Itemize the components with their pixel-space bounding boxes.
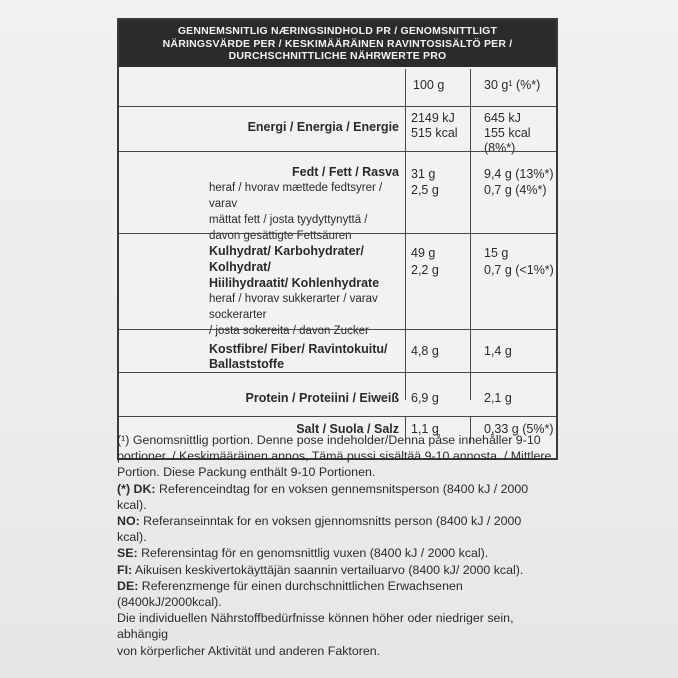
sugar-30g: 0,7 g (<1%*) <box>484 263 554 277</box>
footnote-no: NO: Referanseinntak for en voksen gjennomsnitts person (8400 kJ / 2000 kcal). <box>117 514 522 545</box>
carb-sub-2: / josta sokereita / davon Zucker <box>209 325 369 337</box>
footnote-de-3: von körperlicher Aktivität und anderen Faktoren. <box>117 643 381 658</box>
table-row-energy <box>119 106 556 155</box>
fat-100g: 31 g <box>411 167 436 181</box>
footnote-fi: FI: Aikuisen keskivertokäyttäjän saannin vertailuarvo (8400 kJ/ 2000 kcal). <box>117 562 524 577</box>
footnotes <box>117 432 554 659</box>
energy-kcal-100g: 515 kcal <box>411 126 458 140</box>
energy-label: Energi / Energia / Energie <box>247 120 399 134</box>
carb-label-1: Kulhydrat/ Karbohydrater/ Kolhydrat/ <box>209 244 364 274</box>
protein-30g: 2,1 g <box>484 391 512 405</box>
header-line-3: DURCHSCHNITTLICHE NÄHRWERTE PRO <box>228 50 447 62</box>
footnote-portion-2: portioner. / Keskimääräinen annos, Tämä pussi sisältää 9-10 annosta. / Mittlere <box>117 449 552 464</box>
protein-100g: 6,9 g <box>411 391 439 405</box>
energy-kcal-30g: 155 kcal (8%*) <box>484 126 531 155</box>
fibre-30g: 1,4 g <box>484 344 512 358</box>
salt-30g: 0,33 g (5%*) <box>484 422 554 436</box>
table-row-fibre <box>119 329 556 372</box>
footnote-se: SE: Referensintag för en genomsnittlig vuxen (8400 kJ / 2000 kcal). <box>117 546 489 561</box>
carb-100g: 49 g <box>411 246 436 260</box>
carb-30g: 15 g <box>484 246 509 260</box>
fibre-100g: 4,8 g <box>411 344 439 358</box>
table-row-protein <box>119 372 556 405</box>
sat-fat-30g: 0,7 g (4%*) <box>484 183 547 197</box>
fat-30g: 9,4 g (13%*) <box>484 167 554 181</box>
table-row-fat <box>119 151 556 242</box>
sat-fat-100g: 2,5 g <box>411 183 439 197</box>
fat-sub-3: davon gesättigte Fettsäuren <box>209 230 352 242</box>
salt-label: Salt / Suola / Salz <box>296 422 399 436</box>
table-row-carbohydrate <box>119 233 556 337</box>
footnote-de-2: Die individuellen Nährstoffbedürfnisse können höher oder niedriger sein, abhängig <box>117 611 514 642</box>
header-line-1: GENNEMSNITLIG NÆRINGSINDHOLD PR / GENOMSNITTLIGT <box>177 25 498 37</box>
column-100g: 100 g <box>413 78 445 92</box>
sugar-100g: 2,2 g <box>411 263 439 277</box>
protein-label: Protein / Proteiini / Eiweiß <box>245 391 399 405</box>
column-30g: 30 g¹ (%*) <box>484 78 541 92</box>
fat-sub-2: mättat fett / josta tyydyttynyttä / <box>209 214 368 226</box>
carb-sub-1: heraf / hvorav sukkerarter / varav sockerarter <box>209 293 378 321</box>
energy-kj-30g: 645 kJ <box>484 111 521 125</box>
carb-label-2: Hiilihydraatit/ Kohlenhydrate <box>209 276 380 290</box>
energy-kj-100g: 2149 kJ <box>411 111 455 125</box>
footnote-portion-1: (¹) Genomsnittlig portion. Denne pose indeholder/Denna påse innehåller 9-10 <box>117 433 541 447</box>
footnote-portion-3: Portion. Diese Packung enthält 9-10 Portionen. <box>117 465 376 480</box>
nutrition-table <box>117 18 558 460</box>
salt-100g: 1,1 g <box>411 422 439 436</box>
footnote-dk: (*) DK: Referenceindtag for en voksen gennemsnitsperson (8400 kJ / 2000 kcal). <box>117 481 529 512</box>
fat-sub-1: heraf / hvorav mættede fedtsyrer / varav <box>209 182 383 210</box>
fibre-label: Kostfibre/ Fiber/ Ravintokuitu/ Ballaststoffe <box>209 342 388 371</box>
table-header <box>119 20 556 67</box>
footnote-de: DE: Referenzmenge für einen durchschnittlichen Erwachsenen (8400kJ/2000kcal). <box>117 578 463 610</box>
fat-label: Fedt / Fett / Rasva <box>292 165 399 179</box>
header-line-2: NÄRINGSVÄRDE PER / KESKIMÄÄRÄINEN RAVINTOSISÄLTÖ PER / <box>162 37 513 50</box>
